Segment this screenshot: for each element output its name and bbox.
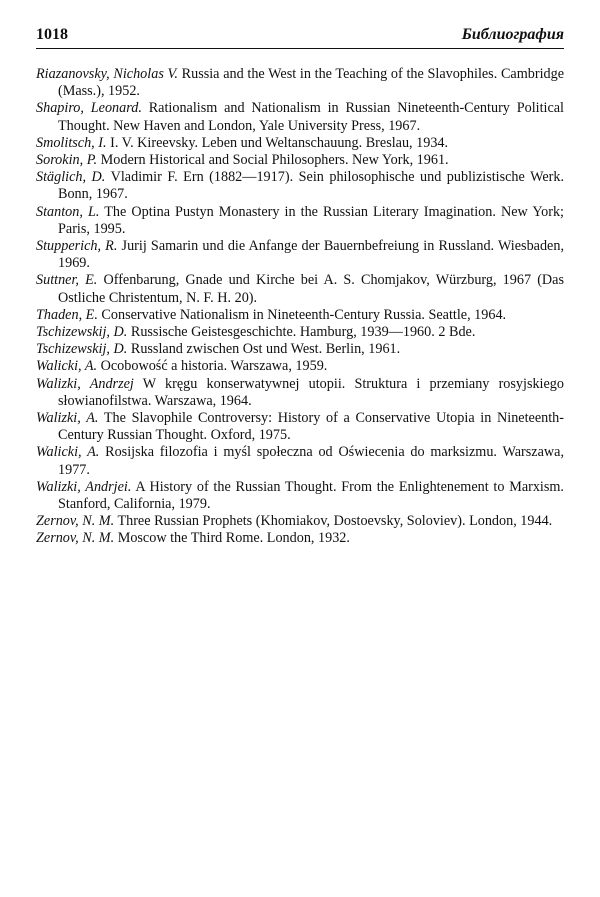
bibliography-entry (36, 169, 564, 203)
entry-text: Three Russian Prophets (Khomiakov, Dostoevsky, Soloviev). London, 1944. (114, 513, 553, 530)
entry-author: Walizki, Andrjei. (36, 478, 132, 495)
bibliography-list (36, 66, 564, 548)
page-header (36, 24, 564, 49)
bibliography-entry (36, 100, 564, 134)
entry-author: Stupperich, R. (36, 238, 118, 255)
entry-text: The Slavophile Controversy: History of a Conservative Utopia in Nineteenth-Century Russian Thought. Oxford, 1975. (58, 410, 564, 444)
bibliography-entry (36, 376, 564, 410)
entry-text: A History of the Russian Thought. From the Enlightenement to Marxism. Stanford, California, 1979. (58, 478, 564, 513)
entry-text: W kręgu konserwatywnej utopii. Struktura i przemiany rosyjskiego słowianofilstwa. Warszawa, 1964. (58, 375, 564, 409)
entry-text: Russland zwischen Ost und West. Berlin, 1961. (127, 341, 401, 358)
entry-author: Walizki, Andrzej (36, 375, 134, 392)
entry-author: Zernov, N. M. (36, 530, 115, 547)
entry-author: Shapiro, Leonard. (36, 100, 142, 117)
entry-author: Tschizewskij, D. (36, 341, 128, 358)
bibliography-entry (36, 341, 564, 358)
entry-author: Thaden, E. (36, 306, 98, 323)
entry-text: Modern Historical and Social Philosophers. New York, 1961. (97, 152, 449, 169)
bibliography-entry (36, 135, 564, 152)
entry-text: Offenbarung, Gnade und Kirche bei A. S. Chomjakov, Würzburg, 1967 (Das Ostliche Christentum, N. F. H. 20). (58, 272, 564, 306)
entry-author: Stäglich, D. (36, 169, 106, 186)
entry-author: Zernov, N. M. (36, 513, 115, 530)
bibliography-entry (36, 238, 564, 272)
entry-author: Stanton, L. (36, 203, 100, 220)
bibliography-entry (36, 479, 564, 513)
entry-text: Conservative Nationalism in Nineteenth-Century Russia. Seattle, 1964. (97, 306, 507, 323)
entry-author: Tschizewskij, D. (36, 324, 128, 341)
entry-author: Walicki, A. (36, 444, 100, 461)
entry-author: Sorokin, P. (36, 152, 98, 169)
entry-text: Rosijska filozofia i myśl społeczna od Oświecenia do marksizmu. Warszawa, 1977. (58, 444, 564, 478)
entry-text: Russische Geistesgeschichte. Hamburg, 1939—1960. 2 Bde. (127, 324, 476, 341)
entry-text: I. V. Kireevsky. Leben und Weltanschauung. Breslau, 1934. (106, 134, 449, 151)
bibliography-entry (36, 66, 564, 100)
entry-author: Suttner, E. (36, 272, 98, 289)
entry-text: Moscow the Third Rome. London, 1932. (114, 530, 350, 547)
entry-text: Jurij Samarin und die Anfange der Bauernbefreiung in Russland. Wiesbaden, 1969. (58, 238, 564, 272)
bibliography-entry (36, 152, 564, 169)
bibliography-entry (36, 358, 564, 375)
bibliography-entry (36, 444, 564, 478)
entry-author: Riazanovsky, Nicholas V. (36, 66, 178, 82)
entry-author: Smolitsch, I. (36, 134, 107, 151)
bibliography-entry (36, 272, 564, 306)
entry-text: Vladimir F. Ern (1882—1917). Sein philosophische und publizistische Werk. Bonn, 1967. (58, 169, 564, 203)
entry-author: Walicki, A. (36, 358, 98, 375)
bibliography-entry (36, 410, 564, 444)
bibliography-entry (36, 204, 564, 238)
entry-text: The Optina Pustyn Monastery in the Russian Literary Imagination. New York; Paris, 1995. (58, 203, 564, 237)
entry-text: Russia and the West in the Teaching of the Slavophiles. Cambridge (Mass.), 1952. (58, 66, 564, 100)
bibliography-entry (36, 307, 564, 324)
bibliography-entry (36, 530, 564, 547)
running-head: Библиография (461, 26, 564, 43)
entry-text: Ocobowość a historia. Warszawa, 1959. (97, 358, 328, 375)
page-number: 1018 (36, 26, 68, 43)
entry-author: Walizki, A. (36, 410, 99, 427)
bibliography-entry (36, 324, 564, 341)
bibliography-entry (36, 513, 564, 530)
entry-text: Rationalism and Nationalism in Russian Nineteenth-Century Political Thought. New Haven and London, Yale University Press, 1967. (58, 100, 564, 134)
